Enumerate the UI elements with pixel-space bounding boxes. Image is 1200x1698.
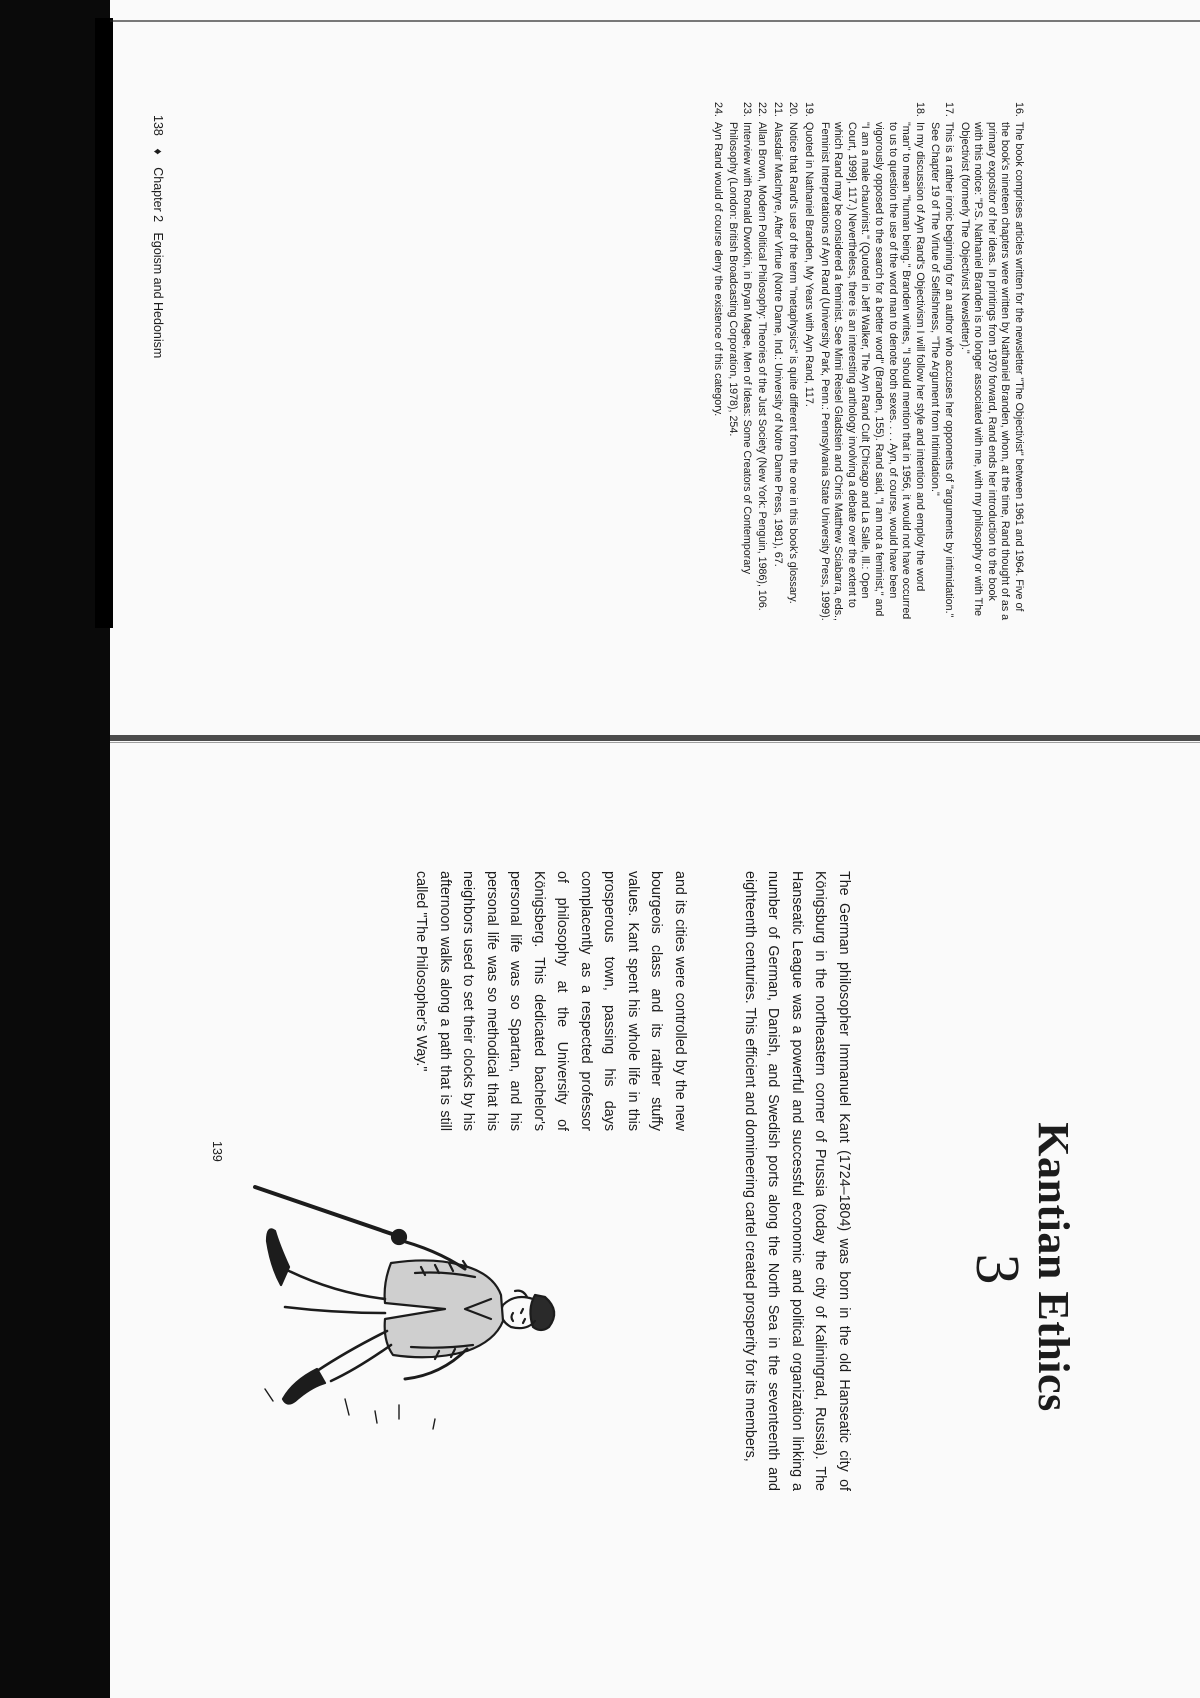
chapter-number: 3 [963, 1253, 1031, 1285]
endnote-text: This is a rather ironic beginning for an author who accuses her opponents of "arguments by intimidation." See Chapter 19 of The Virtue of Selfishness, "The Argument from Intimidation." [929, 122, 956, 618]
endnote-text: In my discussion of Ayn Rand's Objectivism I will follow her style and intention and employ the word "man" to mean "human being." Branden writes, "I should mention that in 1956, it would not have occurred to us to question the use of the word man to denote both sexes. . . . Ayn, of course, would have been vigorously opposed to the search for a better word" (Branden, 155). Rand said, "I am not a feminist," and "I am a male chauvinist." (Quoted in Jeff Walker, The Ayn Rand Cult [Chicago and La Salle, Ill.: Open Court, 1999], 117.) Nevertheless, there is an interesting anthology involving a debate over the extent to which Rand may be considered a feminist. See Mimi Reisel Gladstein and Chris Matthew Sciabarra, eds., Feminist Interpretations of Ayn Rand (University Park, Penn.: Pennsylvania State University Press, 1999). [818, 122, 926, 621]
endnote-number: 16. [1013, 102, 1025, 117]
endnote-text: Notice that Rand's use of the term "metaphysics" is quite different from the one in this book's glossary. [787, 122, 800, 604]
endnote-number: 17. [943, 102, 956, 117]
endnote-17 [928, 102, 955, 622]
legs-icon [267, 1229, 391, 1403]
endnote-number: 20. [787, 102, 800, 117]
left-running-foot [151, 115, 165, 367]
chapter-title: Kantian Ethics [1029, 1122, 1078, 1412]
hat-icon [530, 1295, 554, 1330]
endnote-number: 23. [740, 102, 753, 117]
right-folio: 139 [210, 1141, 224, 1162]
endnote-number: 24. [711, 102, 724, 117]
endnote-18 [817, 102, 926, 622]
intro-paragraph: The German philosopher Immanuel Kant (1724–1804) was born in the old Hanseatic city of Königsburg in the northeastern corner of Prussia (today the city of Kaliningrad, Russia). The Hanseatic League was a powerful and successful economic and political organization linking a number of German, Danish, and Swedish ports along the North Sea in the seventeenth and eighteenth centuries. This efficient and domineering cartel created prosperity for its members, [742, 871, 852, 1491]
endnote-text: Allan Brown, Modern Political Philosophy: Theories of the Just Society (New York: Penguin, 1986), 106. [756, 122, 769, 611]
intro-paragraph-column: and its cities were controlled by the new bourgeois class and its rather stuffy values. Kant spent his whole life in this prosperous town, passing his days complacently as a respected professor of philosophy at the University of Königsberg. This dedicated bachelor's personal life was so Spartan, and his personal life was so methodical that his neighbors used to set their clocks by his afternoon walks along a path that is still called "The Philosopher's Way." [413, 871, 688, 1131]
endnote-22 [755, 102, 769, 622]
coat-icon [385, 1239, 503, 1379]
endnote-number: 18. [913, 102, 926, 117]
endnotes-list [708, 102, 1025, 622]
endnote-number: 22. [756, 102, 769, 117]
endnote-23 [726, 102, 753, 622]
diamond-bullet-icon: ♦ [151, 148, 165, 155]
endnote-19 [802, 102, 816, 622]
endnote-text: Quoted in Nathaniel Branden, My Years with Ayn Rand, 117. [803, 122, 816, 407]
endnote-number: 19. [803, 102, 816, 117]
endnote-number: 21. [771, 102, 784, 117]
cane-icon [255, 1187, 406, 1244]
endnote-text: Interview with Ronald Dworkin, in Bryan Magee, Men of Ideas: Some Creators of Contemporary Philosophy (London: British Broadcasting Corporation, 1978), 254. [727, 122, 753, 575]
left-folio: 138 [151, 115, 165, 136]
running-head: Chapter 2 Egoism and Hedonism [151, 167, 165, 359]
endnote-24 [710, 102, 724, 622]
endnote-21 [770, 102, 784, 622]
endnote-16 [957, 102, 1025, 622]
endnote-text: Ayn Rand would of course deny the existence of this category. [711, 122, 724, 417]
endnote-text: Alasdair MacIntyre, After Virtue (Notre Dame, Ind.: University of Notre Dame Press, 1981), 67. [771, 122, 784, 567]
walking-philosopher-illustration [225, 1149, 585, 1469]
endnote-20 [786, 102, 800, 622]
endnote-text: The book comprises articles written for the newsletter "The Objectivist" between 1961 and 1964. Five of the book's nineteen chapters were written by Nathaniel Branden, whom, at the time, Rand thought of as a primary expositor of her ideas. In printings from 1970 forward, Rand ends her introduction to the book with this notice: "P.S. Nathaniel Branden is no longer associated with me, with my philosophy or with The Objectivist (formerly The Objectivist Newsletter)." [958, 122, 1025, 621]
right-page [0, 849, 1200, 1698]
